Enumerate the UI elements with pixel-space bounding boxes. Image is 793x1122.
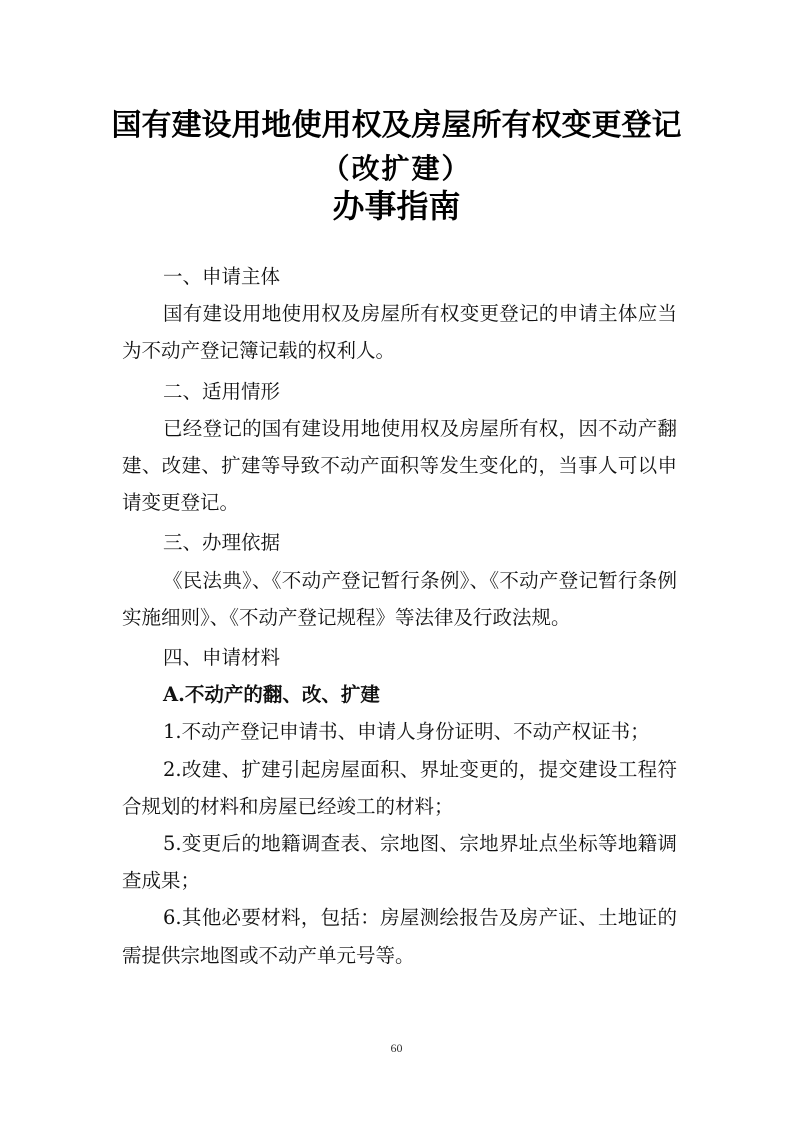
materials-item: 1.不动产登记申请书、申请人身份证明、不动产权证书； [163, 720, 650, 744]
section-text-applicant: 国有建设用地使用权及房屋所有权变更登记的申请主体应当为不动产登记簿记载的权利人。 [122, 302, 677, 363]
document-body [122, 258, 677, 974]
section-heading-legal-basis: 三、办理依据 [163, 531, 281, 555]
section-text-legal-basis: 《民法典》、《不动产登记暂行条例》、《不动产登记暂行条例实施细则》、《不动产登记规程》等法律及行政法规。 [122, 568, 677, 629]
materials-item: 5.变更后的地籍调查表、宗地图、宗地界址点坐标等地籍调查成果； [122, 831, 677, 893]
page-number: 60 [390, 1041, 403, 1055]
materials-subheading: A.不动产的翻、改、扩建 [163, 683, 380, 707]
document-guide-title: 办事指南 [332, 187, 461, 225]
section-text-applicable-cases: 已经登记的国有建设用地使用权及房屋所有权，因不动产翻建、改建、扩建等导致不动产面积等发生变化的，当事人可以申请变更登记。 [122, 416, 677, 515]
section-heading-applicant: 一、申请主体 [163, 265, 281, 288]
document-title: 国有建设用地使用权及房屋所有权变更登记 [111, 108, 682, 143]
section-heading-materials: 四、申请材料 [163, 645, 281, 669]
document-subtitle: （改扩建） [321, 152, 472, 185]
materials-item: 2.改建、扩建引起房屋面积、界址变更的，提交建设工程符合规划的材料和房屋已经竣工的材料； [122, 757, 677, 818]
materials-item: 6.其他必要材料，包括：房屋测绘报告及房产证、土地证的需提供宗地图或不动产单元号等。 [122, 906, 677, 967]
section-heading-applicable-cases: 二、适用情形 [163, 379, 281, 403]
